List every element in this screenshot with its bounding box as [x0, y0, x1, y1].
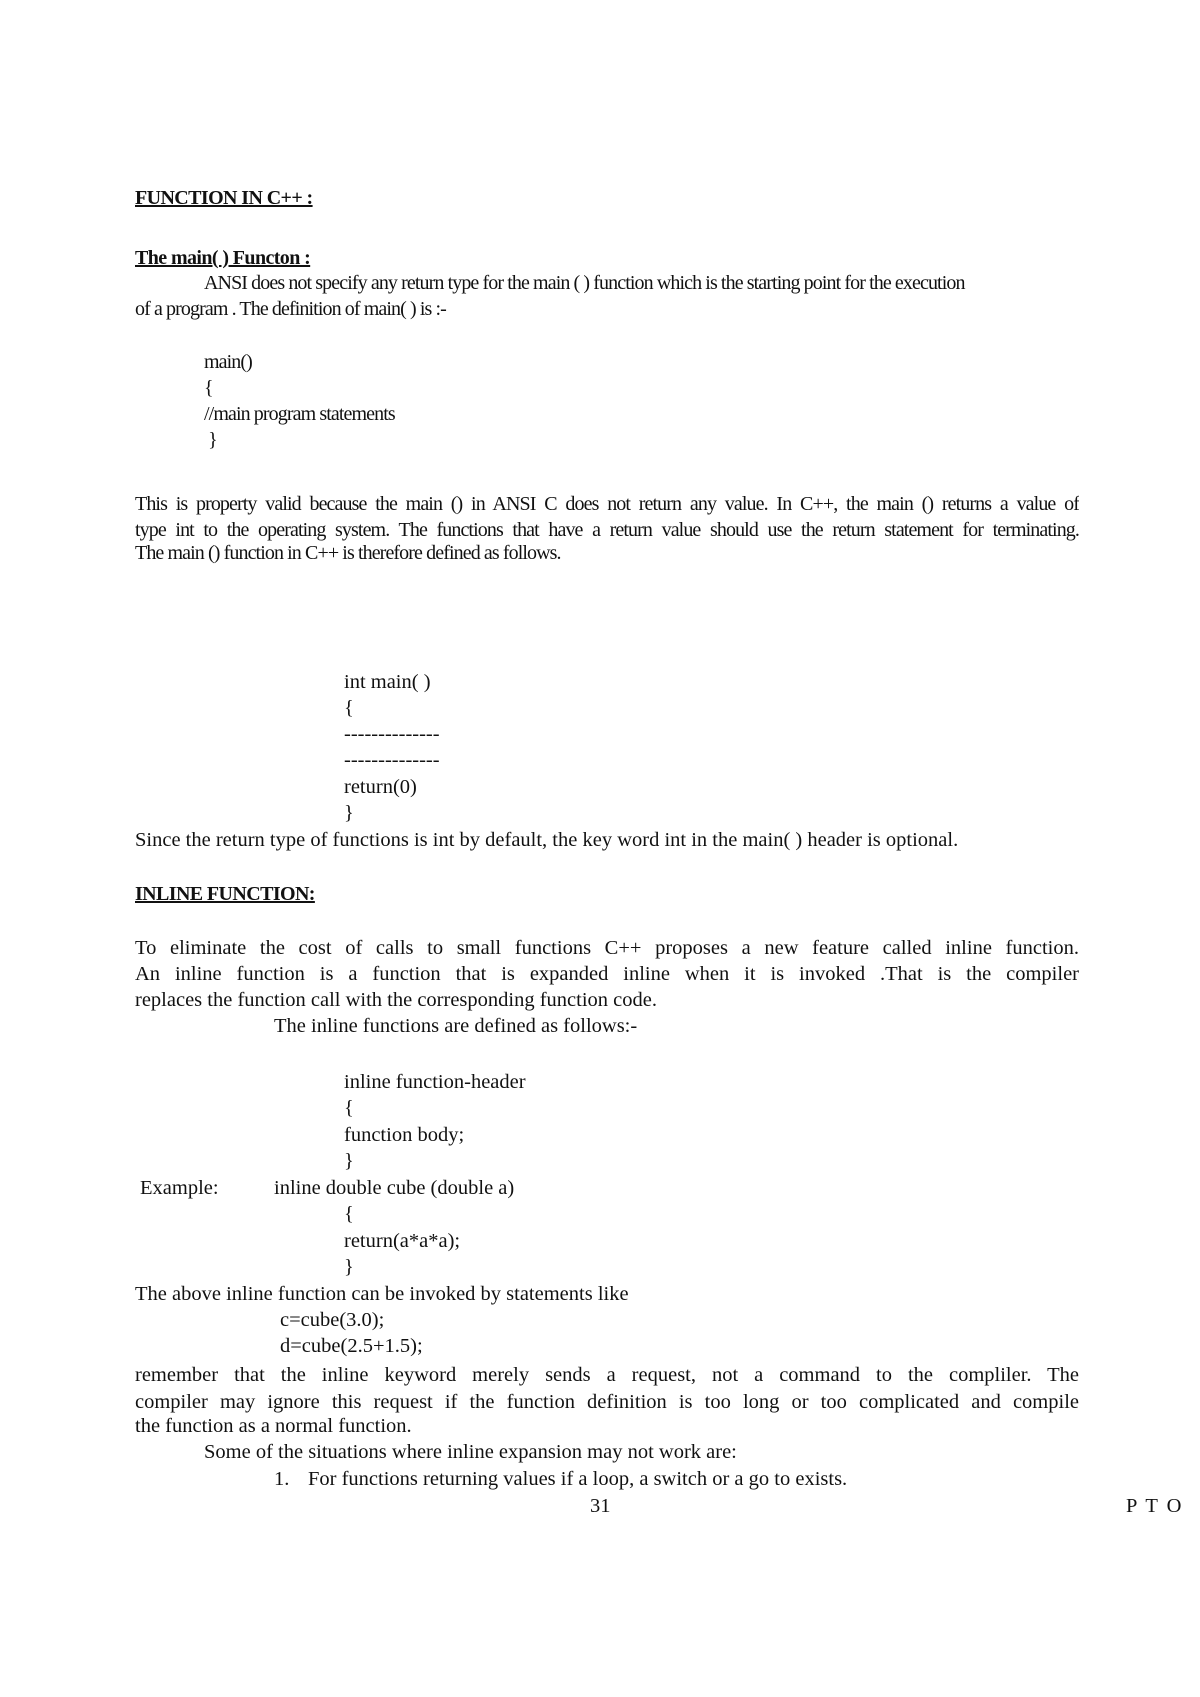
- intro-line-2: of a program . The definition of main( ) is :-: [135, 298, 446, 320]
- list-item-text: For functions returning values if a loop, a switch or a go to exists.: [308, 1468, 848, 1490]
- paragraph-line: replaces the function call with the corresponding function code.: [135, 989, 657, 1011]
- code-line: return(0): [344, 776, 417, 798]
- page-number: 31: [590, 1495, 611, 1517]
- code-line: //main program statements: [204, 403, 395, 425]
- code-line: return(a*a*a);: [344, 1230, 461, 1252]
- paragraph-line: The main () function in C++ is therefore defined as follows.: [135, 542, 561, 564]
- code-line: main(): [204, 351, 252, 373]
- paragraph-line: This is property valid because the main () in ANSI C does not return any value. In C++, the main () returns a value of: [135, 493, 1079, 515]
- code-line: c=cube(3.0);: [280, 1309, 385, 1331]
- section-heading-function-in-cpp: FUNCTION IN C++ :: [135, 187, 313, 209]
- paragraph-line: type int to the operating system. The functions that have a return value should use the return statement for terminating.: [135, 519, 1079, 541]
- code-line: }: [344, 802, 354, 824]
- list-item-number: 1.: [274, 1468, 290, 1490]
- paragraph-line: remember that the inline keyword merely sends a request, not a command to the compliler. The: [135, 1364, 1079, 1386]
- paragraph-line: An inline function is a function that is expanded inline when it is invoked .That is the compiler: [135, 963, 1079, 985]
- code-line: int main( ): [344, 671, 431, 693]
- code-line: {: [344, 697, 354, 719]
- paragraph-line: compiler may ignore this request if the function definition is too long or too complicated and compile: [135, 1391, 1079, 1413]
- code-line: --------------: [344, 749, 440, 771]
- code-line: }: [204, 429, 217, 451]
- code-line: d=cube(2.5+1.5);: [280, 1335, 423, 1357]
- section-heading-inline-function: INLINE FUNCTION:: [135, 883, 315, 905]
- code-line: inline double cube (double a): [274, 1177, 515, 1199]
- intro-line-1: ANSI does not specify any return type for the main ( ) function which is the starting point for the execution: [204, 272, 965, 294]
- situations-intro: Some of the situations where inline expansion may not work are:: [204, 1441, 737, 1463]
- code-line: }: [344, 1150, 354, 1172]
- invoke-line: The above inline function can be invoked by statements like: [135, 1283, 629, 1305]
- example-label: Example:: [140, 1177, 219, 1199]
- return-type-note: Since the return type of functions is int by default, the key word int in the main( ) header is optional.: [135, 829, 959, 851]
- code-line: function body;: [344, 1124, 465, 1146]
- code-line: }: [344, 1256, 354, 1278]
- paragraph-line: the function as a normal function.: [135, 1415, 412, 1437]
- subsection-heading-main-function: The main( ) Functon :: [135, 247, 311, 269]
- code-line: --------------: [344, 723, 440, 745]
- defined-as-line: The inline functions are defined as follows:-: [274, 1015, 638, 1037]
- code-line: {: [344, 1203, 354, 1225]
- code-line: {: [204, 377, 213, 399]
- pto-marker: P T O: [1126, 1495, 1184, 1517]
- paragraph-line: To eliminate the cost of calls to small functions C++ proposes a new feature called inline function.: [135, 937, 1079, 959]
- code-line: {: [344, 1097, 354, 1119]
- code-line: inline function-header: [344, 1071, 526, 1093]
